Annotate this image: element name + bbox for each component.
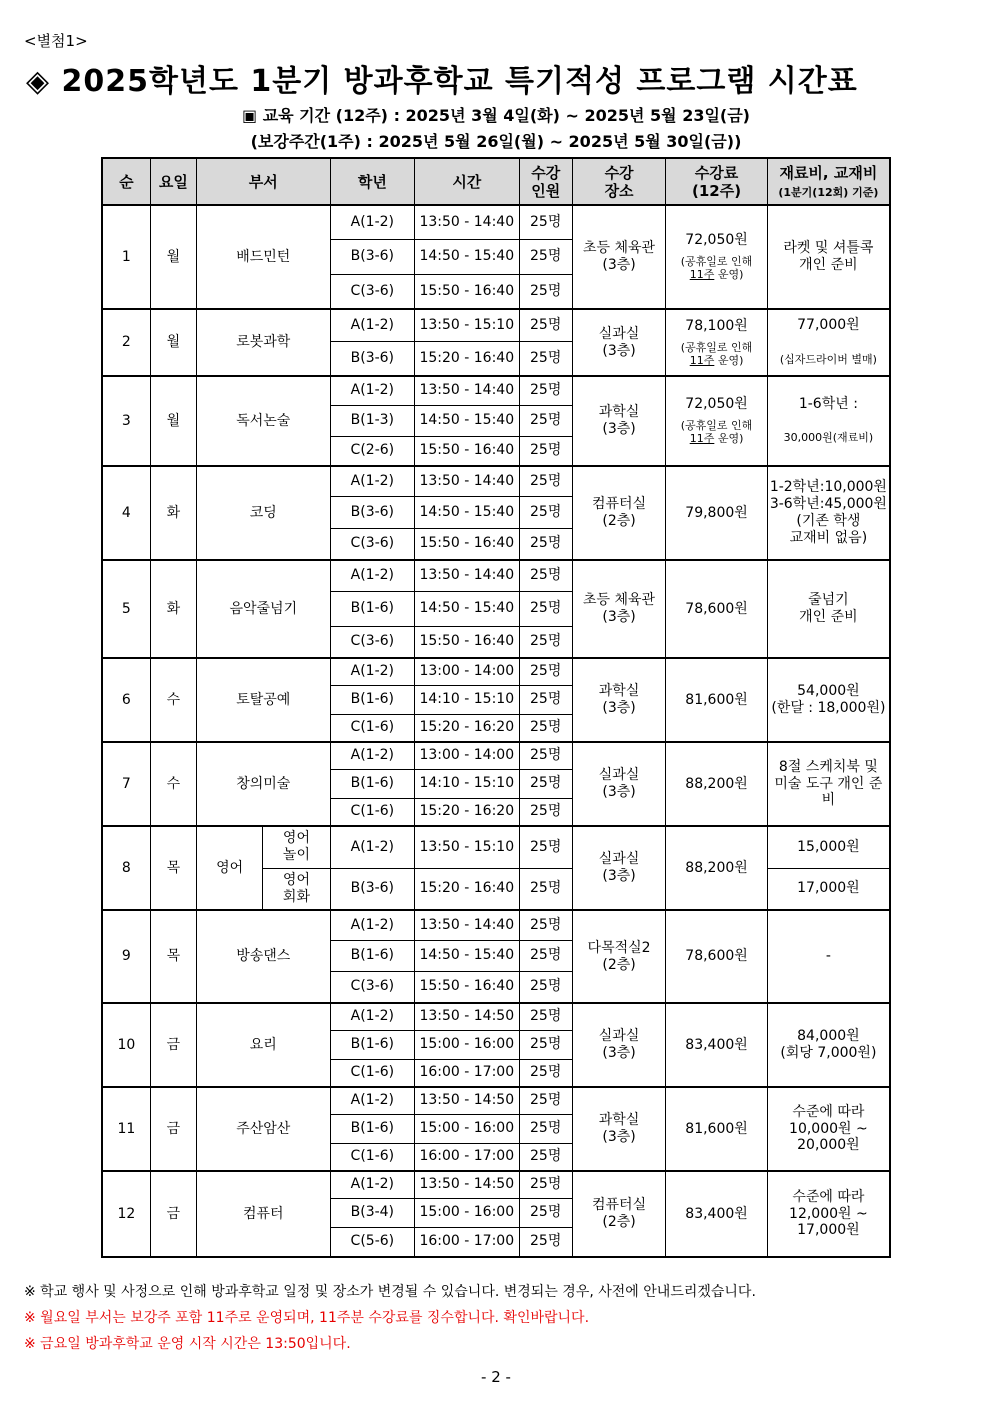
fee-amount: 83,400원	[685, 1036, 748, 1053]
row-time: 13:50 - 14:50	[415, 1003, 520, 1030]
row-capacity: 25명	[519, 376, 572, 405]
row-time: 15:00 - 16:00	[415, 1198, 520, 1227]
row-grade: C(3-6)	[330, 971, 414, 1003]
table-row	[102, 658, 890, 685]
row-grade: C(2-6)	[330, 436, 414, 466]
row-grade: A(1-2)	[330, 1003, 414, 1030]
row-fee	[666, 1171, 768, 1257]
row-grade: B(1-6)	[330, 591, 414, 626]
fee-amount: 81,600원	[685, 691, 748, 708]
row-place: 초등 체육관 (3층)	[572, 205, 665, 309]
row-materials: 수준에 따라 12,000원 ~ 17,000원	[767, 1171, 890, 1257]
table-row	[102, 309, 890, 341]
row-capacity: 25명	[519, 466, 572, 496]
row-time: 15:50 - 16:40	[415, 436, 520, 466]
row-fee	[666, 1003, 768, 1087]
header-row	[102, 158, 890, 205]
row-fee	[666, 910, 768, 1003]
row-grade: A(1-2)	[330, 658, 414, 685]
header-fee: 수강료 (12주)	[666, 158, 768, 205]
header-grade: 학년	[330, 158, 414, 205]
row-capacity: 25명	[519, 742, 572, 769]
table-row	[102, 376, 890, 405]
row-grade: A(1-2)	[330, 205, 414, 239]
row-materials: 1-6학년 : 30,000원(재료비)	[767, 376, 890, 466]
row-number: 4	[102, 466, 150, 560]
row-capacity: 25명	[519, 1171, 572, 1198]
row-day: 금	[150, 1087, 196, 1171]
header-dept: 부서	[196, 158, 330, 205]
row-capacity: 25명	[519, 971, 572, 1003]
row-time: 15:20 - 16:20	[415, 714, 520, 742]
row-place: 컴퓨터실 (2층)	[572, 1171, 665, 1257]
row-capacity: 25명	[519, 436, 572, 466]
table-row	[102, 742, 890, 769]
row-number: 1	[102, 205, 150, 309]
row-day: 목	[150, 826, 196, 910]
row-place: 다목적실2 (2층)	[572, 910, 665, 1003]
row-grade: A(1-2)	[330, 560, 414, 591]
fee-amount: 78,600원	[685, 948, 748, 965]
education-period: ▣ 교육 기간 (12주) : 2025년 3월 4일(화) ~ 2025년 5월 23일(금)	[242, 106, 750, 125]
row-time: 13:50 - 14:50	[415, 1171, 520, 1198]
row-number: 7	[102, 742, 150, 826]
row-fee	[666, 376, 768, 466]
row-materials: 17,000원	[767, 868, 890, 910]
row-time: 13:00 - 14:00	[415, 658, 520, 685]
row-time: 13:50 - 15:10	[415, 826, 520, 868]
table-row	[102, 560, 890, 591]
row-grade: B(1-6)	[330, 1030, 414, 1059]
fee-note: (공휴일로 인해 11주 운영)	[680, 255, 753, 282]
row-grade: B(3-6)	[330, 239, 414, 274]
row-time: 14:50 - 15:40	[415, 940, 520, 971]
row-time: 14:50 - 15:40	[415, 239, 520, 274]
row-day: 월	[150, 205, 196, 309]
row-materials: 54,000원 (한달 : 18,000원)	[767, 658, 890, 742]
row-grade: B(3-6)	[330, 341, 414, 376]
row-grade: A(1-2)	[330, 742, 414, 769]
row-grade: A(1-2)	[330, 466, 414, 496]
row-place: 실과실 (3층)	[572, 742, 665, 826]
row-materials: 77,000원 (십자드라이버 별매)	[767, 309, 890, 376]
row-grade: A(1-2)	[330, 1087, 414, 1114]
row-grade: A(1-2)	[330, 376, 414, 405]
row-number: 10	[102, 1003, 150, 1087]
row-capacity: 25명	[519, 528, 572, 560]
row-capacity: 25명	[519, 626, 572, 658]
row-dept: 방송댄스	[196, 910, 330, 1003]
row-grade: B(1-6)	[330, 685, 414, 714]
row-grade: B(3-6)	[330, 496, 414, 528]
row-capacity: 25명	[519, 940, 572, 971]
row-grade: C(1-6)	[330, 1059, 414, 1087]
row-capacity: 25명	[519, 239, 572, 274]
table-row	[102, 1171, 890, 1198]
row-capacity: 25명	[519, 496, 572, 528]
row-grade: C(5-6)	[330, 1227, 414, 1257]
table-row	[102, 1087, 890, 1114]
row-number: 6	[102, 658, 150, 742]
row-capacity: 25명	[519, 868, 572, 910]
row-time: 13:50 - 14:40	[415, 376, 520, 405]
row-fee	[666, 560, 768, 658]
note-2: ※ 월요일 부서는 보강주 포함 11주로 운영되며, 11주분 수강료를 징수합니다. 확인바랍니다.	[24, 1310, 590, 1326]
table-row	[102, 910, 890, 940]
row-grade: A(1-2)	[330, 1171, 414, 1198]
row-day: 수	[150, 742, 196, 826]
row-grade: B(3-4)	[330, 1198, 414, 1227]
row-day: 수	[150, 658, 196, 742]
row-time: 16:00 - 17:00	[415, 1059, 520, 1087]
fee-amount: 81,600원	[685, 1120, 748, 1137]
note-1: ※ 학교 행사 및 사정으로 인해 방과후학교 일정 및 장소가 변경될 수 있습니다. 변경되는 경우, 사전에 안내드리겠습니다.	[24, 1284, 756, 1300]
row-dept: 영어	[196, 826, 262, 910]
schedule-body	[102, 205, 890, 1257]
row-time: 15:20 - 16:40	[415, 341, 520, 376]
row-dept: 토탈공예	[196, 658, 330, 742]
fee-amount: 83,400원	[685, 1205, 748, 1222]
row-dept: 음악줄넘기	[196, 560, 330, 658]
row-fee	[666, 658, 768, 742]
row-day: 금	[150, 1003, 196, 1087]
header-place: 수강 장소	[572, 158, 665, 205]
row-capacity: 25명	[519, 1114, 572, 1143]
header-capacity: 수강 인원	[519, 158, 572, 205]
row-dept: 독서논술	[196, 376, 330, 466]
row-fee	[666, 826, 768, 910]
row-capacity: 25명	[519, 658, 572, 685]
row-capacity: 25명	[519, 560, 572, 591]
schedule-table	[101, 157, 891, 1258]
row-capacity: 25명	[519, 1227, 572, 1257]
row-time: 15:50 - 16:40	[415, 274, 520, 309]
row-time: 13:50 - 14:40	[415, 466, 520, 496]
row-capacity: 25명	[519, 826, 572, 868]
row-capacity: 25명	[519, 769, 572, 798]
row-fee	[666, 309, 768, 376]
row-fee	[666, 466, 768, 560]
row-dept: 주산암산	[196, 1087, 330, 1171]
row-number: 3	[102, 376, 150, 466]
row-materials: 8절 스케치북 및 미술 도구 개인 준비	[767, 742, 890, 826]
row-capacity: 25명	[519, 309, 572, 341]
row-grade: C(1-6)	[330, 1143, 414, 1171]
row-time: 15:20 - 16:20	[415, 798, 520, 826]
row-grade: C(1-6)	[330, 714, 414, 742]
header-no: 순	[102, 158, 150, 205]
row-day: 월	[150, 376, 196, 466]
row-materials: 15,000원	[767, 826, 890, 868]
row-place: 컴퓨터실 (2층)	[572, 466, 665, 560]
row-dept: 배드민턴	[196, 205, 330, 309]
fee-amount: 79,800원	[685, 504, 748, 521]
row-day: 금	[150, 1171, 196, 1257]
row-number: 2	[102, 309, 150, 376]
row-capacity: 25명	[519, 341, 572, 376]
row-dept: 창의미술	[196, 742, 330, 826]
row-time: 15:00 - 16:00	[415, 1030, 520, 1059]
row-day: 월	[150, 309, 196, 376]
row-number: 8	[102, 826, 150, 910]
row-fee	[666, 205, 768, 309]
row-fee	[666, 1087, 768, 1171]
row-materials: 줄넘기 개인 준비	[767, 560, 890, 658]
row-materials: 84,000원 (회당 7,000원)	[767, 1003, 890, 1087]
row-day: 목	[150, 910, 196, 1003]
row-place: 과학실 (3층)	[572, 376, 665, 466]
row-grade: A(1-2)	[330, 826, 414, 868]
row-capacity: 25명	[519, 205, 572, 239]
row-subdept: 영어 놀이	[263, 826, 330, 868]
row-capacity: 25명	[519, 405, 572, 436]
row-time: 14:10 - 15:10	[415, 769, 520, 798]
fee-note: (공휴일로 인해 11주 운영)	[680, 340, 753, 367]
row-time: 15:50 - 16:40	[415, 626, 520, 658]
row-capacity: 25명	[519, 1003, 572, 1030]
row-dept: 코딩	[196, 466, 330, 560]
row-day: 화	[150, 560, 196, 658]
row-time: 15:20 - 16:40	[415, 868, 520, 910]
row-place: 실과실 (3층)	[572, 826, 665, 910]
row-materials: 수준에 따라 10,000원 ~ 20,000원	[767, 1087, 890, 1171]
row-capacity: 25명	[519, 1143, 572, 1171]
row-capacity: 25명	[519, 685, 572, 714]
row-grade: C(1-6)	[330, 798, 414, 826]
annex-label: <별첨1>	[24, 32, 88, 50]
row-time: 16:00 - 17:00	[415, 1143, 520, 1171]
row-grade: B(1-6)	[330, 940, 414, 971]
row-materials: 라켓 및 셔틀콕 개인 준비	[767, 205, 890, 309]
row-time: 14:10 - 15:10	[415, 685, 520, 714]
row-place: 초등 체육관 (3층)	[572, 560, 665, 658]
table-row	[102, 205, 890, 239]
row-capacity: 25명	[519, 714, 572, 742]
page-number: - 2 -	[481, 1368, 511, 1386]
page-title: ◈ 2025학년도 1분기 방과후학교 특기적성 프로그램 시간표	[26, 64, 858, 99]
fee-amount: 78,100원	[685, 317, 748, 334]
row-grade: A(1-2)	[330, 910, 414, 940]
table-row	[102, 826, 890, 868]
row-time: 13:00 - 14:00	[415, 742, 520, 769]
fee-note: (공휴일로 인해 11주 운영)	[680, 419, 753, 446]
row-capacity: 25명	[519, 910, 572, 940]
row-capacity: 25명	[519, 1030, 572, 1059]
fee-amount: 78,600원	[685, 600, 748, 617]
table-row	[102, 466, 890, 496]
row-grade: C(3-6)	[330, 528, 414, 560]
row-subdept: 영어 회화	[263, 868, 330, 910]
row-time: 14:50 - 15:40	[415, 591, 520, 626]
row-grade: B(1-6)	[330, 769, 414, 798]
header-time: 시간	[415, 158, 520, 205]
header-materials: 재료비, 교재비 (1분기(12회) 기준)	[767, 158, 890, 205]
row-grade: C(3-6)	[330, 626, 414, 658]
row-day: 화	[150, 466, 196, 560]
row-materials: 1-2학년:10,000원 3-6학년:45,000원 (기존 학생 교재비 없음)	[767, 466, 890, 560]
row-grade: B(1-3)	[330, 405, 414, 436]
makeup-period: (보강주간(1주) : 2025년 5월 26일(월) ~ 2025년 5월 30일(금))	[250, 132, 742, 151]
row-grade: B(1-6)	[330, 1114, 414, 1143]
row-place: 실과실 (3층)	[572, 309, 665, 376]
header-day: 요일	[150, 158, 196, 205]
fee-amount: 72,050원	[685, 396, 748, 413]
row-time: 13:50 - 14:40	[415, 205, 520, 239]
row-dept: 로봇과학	[196, 309, 330, 376]
row-time: 13:50 - 15:10	[415, 309, 520, 341]
row-grade: B(3-6)	[330, 868, 414, 910]
row-place: 과학실 (3층)	[572, 658, 665, 742]
table-row	[102, 1003, 890, 1030]
row-time: 16:00 - 17:00	[415, 1227, 520, 1257]
row-time: 13:50 - 14:40	[415, 910, 520, 940]
row-grade: A(1-2)	[330, 309, 414, 341]
row-number: 9	[102, 910, 150, 1003]
row-dept: 요리	[196, 1003, 330, 1087]
row-materials: -	[767, 910, 890, 1003]
row-capacity: 25명	[519, 274, 572, 309]
row-time: 14:50 - 15:40	[415, 405, 520, 436]
row-place: 과학실 (3층)	[572, 1087, 665, 1171]
row-dept: 컴퓨터	[196, 1171, 330, 1257]
row-capacity: 25명	[519, 798, 572, 826]
row-time: 13:50 - 14:50	[415, 1087, 520, 1114]
row-number: 12	[102, 1171, 150, 1257]
row-capacity: 25명	[519, 1087, 572, 1114]
row-capacity: 25명	[519, 1059, 572, 1087]
fee-amount: 72,050원	[685, 232, 748, 249]
row-time: 15:00 - 16:00	[415, 1114, 520, 1143]
row-fee	[666, 742, 768, 826]
fee-amount: 88,200원	[685, 859, 748, 876]
row-number: 5	[102, 560, 150, 658]
row-number: 11	[102, 1087, 150, 1171]
note-3: ※ 금요일 방과후학교 운영 시작 시간은 13:50입니다.	[24, 1336, 351, 1352]
row-capacity: 25명	[519, 1198, 572, 1227]
row-time: 13:50 - 14:40	[415, 560, 520, 591]
row-grade: C(3-6)	[330, 274, 414, 309]
row-capacity: 25명	[519, 591, 572, 626]
row-time: 14:50 - 15:40	[415, 496, 520, 528]
row-time: 15:50 - 16:40	[415, 971, 520, 1003]
row-place: 실과실 (3층)	[572, 1003, 665, 1087]
row-time: 15:50 - 16:40	[415, 528, 520, 560]
fee-amount: 88,200원	[685, 775, 748, 792]
